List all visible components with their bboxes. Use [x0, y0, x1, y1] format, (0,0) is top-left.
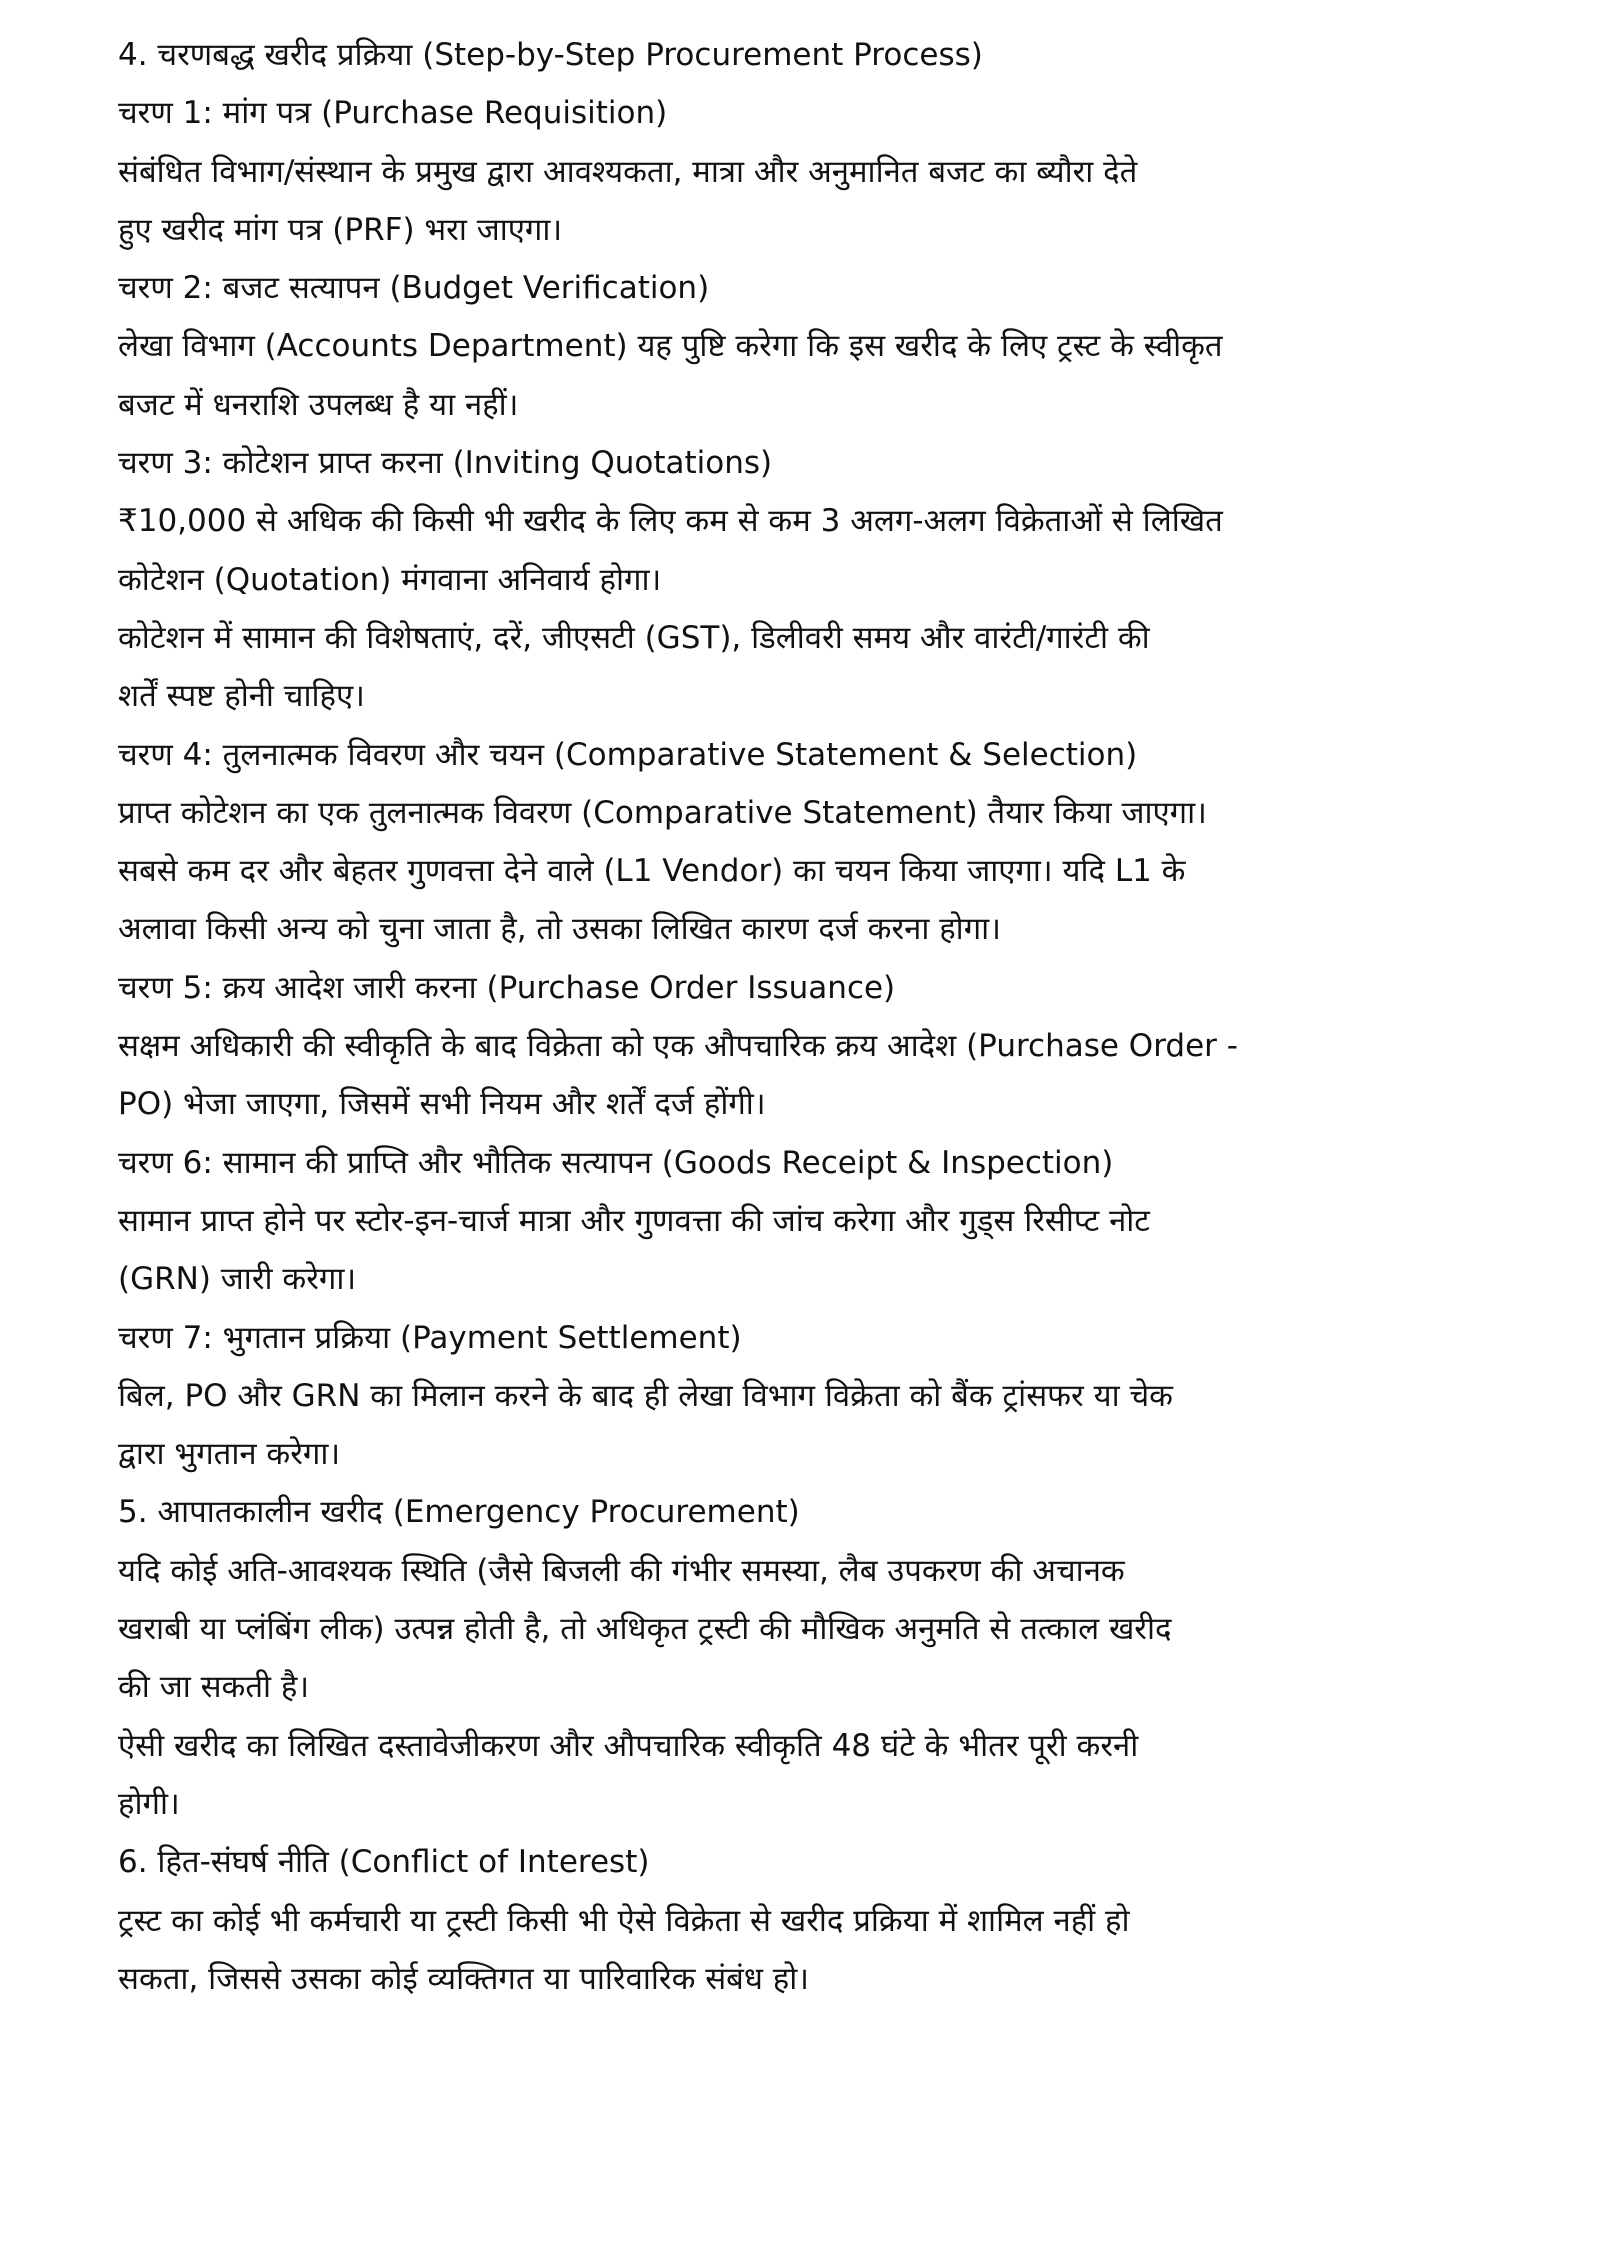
section-5-text: होगी।	[118, 1785, 180, 1822]
step-6-text: (GRN) जारी करेगा।	[118, 1261, 357, 1298]
step-7-text: द्वारा भुगतान करेगा।	[118, 1436, 341, 1473]
step-7-text: बिल, PO और GRN का मिलान करने के बाद ही लेखा विभाग विक्रेता को बैंक ट्रांसफर या चेक	[118, 1377, 1173, 1414]
section-5-text: ऐसी खरीद का लिखित दस्तावेजीकरण और औपचारिक स्वीकृति 48 घंटे के भीतर पूरी करनी	[118, 1727, 1139, 1764]
step-3-text: ₹10,000 से अधिक की किसी भी खरीद के लिए कम से कम 3 अलग-अलग विक्रेताओं से लिखित	[118, 503, 1223, 540]
step-3-heading: चरण 3: कोटेशन प्राप्त करना (Inviting Quotations)	[118, 445, 773, 482]
step-4-text: अलावा किसी अन्य को चुना जाता है, तो उसका लिखित कारण दर्ज करना होगा।	[118, 911, 1001, 948]
step-2-text: लेखा विभाग (Accounts Department) यह पुष्टि करेगा कि इस खरीद के लिए ट्रस्ट के स्वीकृत	[118, 328, 1223, 365]
step-7-heading: चरण 7: भुगतान प्रक्रिया (Payment Settlement)	[118, 1319, 742, 1356]
step-5-text: PO) भेजा जाएगा, जिसमें सभी नियम और शर्तें दर्ज होंगी।	[118, 1086, 766, 1123]
step-4-heading: चरण 4: तुलनात्मक विवरण और चयन (Comparative Statement & Selection)	[118, 736, 1138, 773]
step-4-text: सबसे कम दर और बेहतर गुणवत्ता देने वाले (L1 Vendor) का चयन किया जाएगा। यदि L1 के	[118, 853, 1186, 890]
section-5-text: खराबी या प्लंबिंग लीक) उत्पन्न होती है, तो अधिकृत ट्रस्टी की मौखिक अनुमति से तत्काल खरीद	[118, 1611, 1172, 1648]
step-1-text: हुए खरीद मांग पत्र (PRF) भरा जाएगा।	[118, 211, 563, 248]
section-5-heading: 5. आपातकालीन खरीद (Emergency Procurement)	[118, 1494, 800, 1531]
step-6-text: सामान प्राप्त होने पर स्टोर-इन-चार्ज मात्रा और गुणवत्ता की जांच करेगा और गुड्स रिसीप्ट नोट	[118, 1202, 1150, 1239]
step-3-text: शर्तें स्पष्ट होनी चाहिए।	[118, 678, 365, 715]
section-5-text: यदि कोई अति-आवश्यक स्थिति (जैसे बिजली की गंभीर समस्या, लैब उपकरण की अचानक	[118, 1552, 1125, 1589]
step-6-heading: चरण 6: सामान की प्राप्ति और भौतिक सत्यापन (Goods Receipt & Inspection)	[118, 1144, 1114, 1181]
document-body	[118, 26, 1518, 2008]
step-2-text: बजट में धनराशि उपलब्ध है या नहीं।	[118, 386, 519, 423]
step-3-text: कोटेशन में सामान की विशेषताएं, दरें, जीएसटी (GST), डिलीवरी समय और वारंटी/गारंटी की	[118, 619, 1150, 656]
step-5-heading: चरण 5: क्रय आदेश जारी करना (Purchase Order Issuance)	[118, 969, 896, 1006]
section-6-text: सकता, जिससे उसका कोई व्यक्तिगत या पारिवारिक संबंध हो।	[118, 1960, 810, 1997]
step-2-heading: चरण 2: बजट सत्यापन (Budget Verification)	[118, 270, 710, 307]
step-1-text: संबंधित विभाग/संस्थान के प्रमुख द्वारा आवश्यकता, मात्रा और अनुमानित बजट का ब्यौरा देते	[118, 153, 1138, 190]
step-4-text: प्राप्त कोटेशन का एक तुलनात्मक विवरण (Comparative Statement) तैयार किया जाएगा।	[118, 794, 1207, 831]
section-6-text: ट्रस्ट का कोई भी कर्मचारी या ट्रस्टी किसी भी ऐसे विक्रेता से खरीद प्रक्रिया में शामिल नहीं हो	[118, 1902, 1130, 1939]
section-5-text: की जा सकती है।	[118, 1669, 310, 1706]
section-6-heading: 6. हित-संघर्ष नीति (Conflict of Interest)	[118, 1844, 650, 1881]
step-1-heading: चरण 1: मांग पत्र (Purchase Requisition)	[118, 95, 668, 132]
step-5-text: सक्षम अधिकारी की स्वीकृति के बाद विक्रेता को एक औपचारिक क्रय आदेश (Purchase Order -	[118, 1028, 1238, 1065]
step-3-text: कोटेशन (Quotation) मंगवाना अनिवार्य होगा।	[118, 561, 662, 598]
section-4-heading: 4. चरणबद्ध खरीद प्रक्रिया (Step-by-Step Procurement Process)	[118, 37, 983, 73]
